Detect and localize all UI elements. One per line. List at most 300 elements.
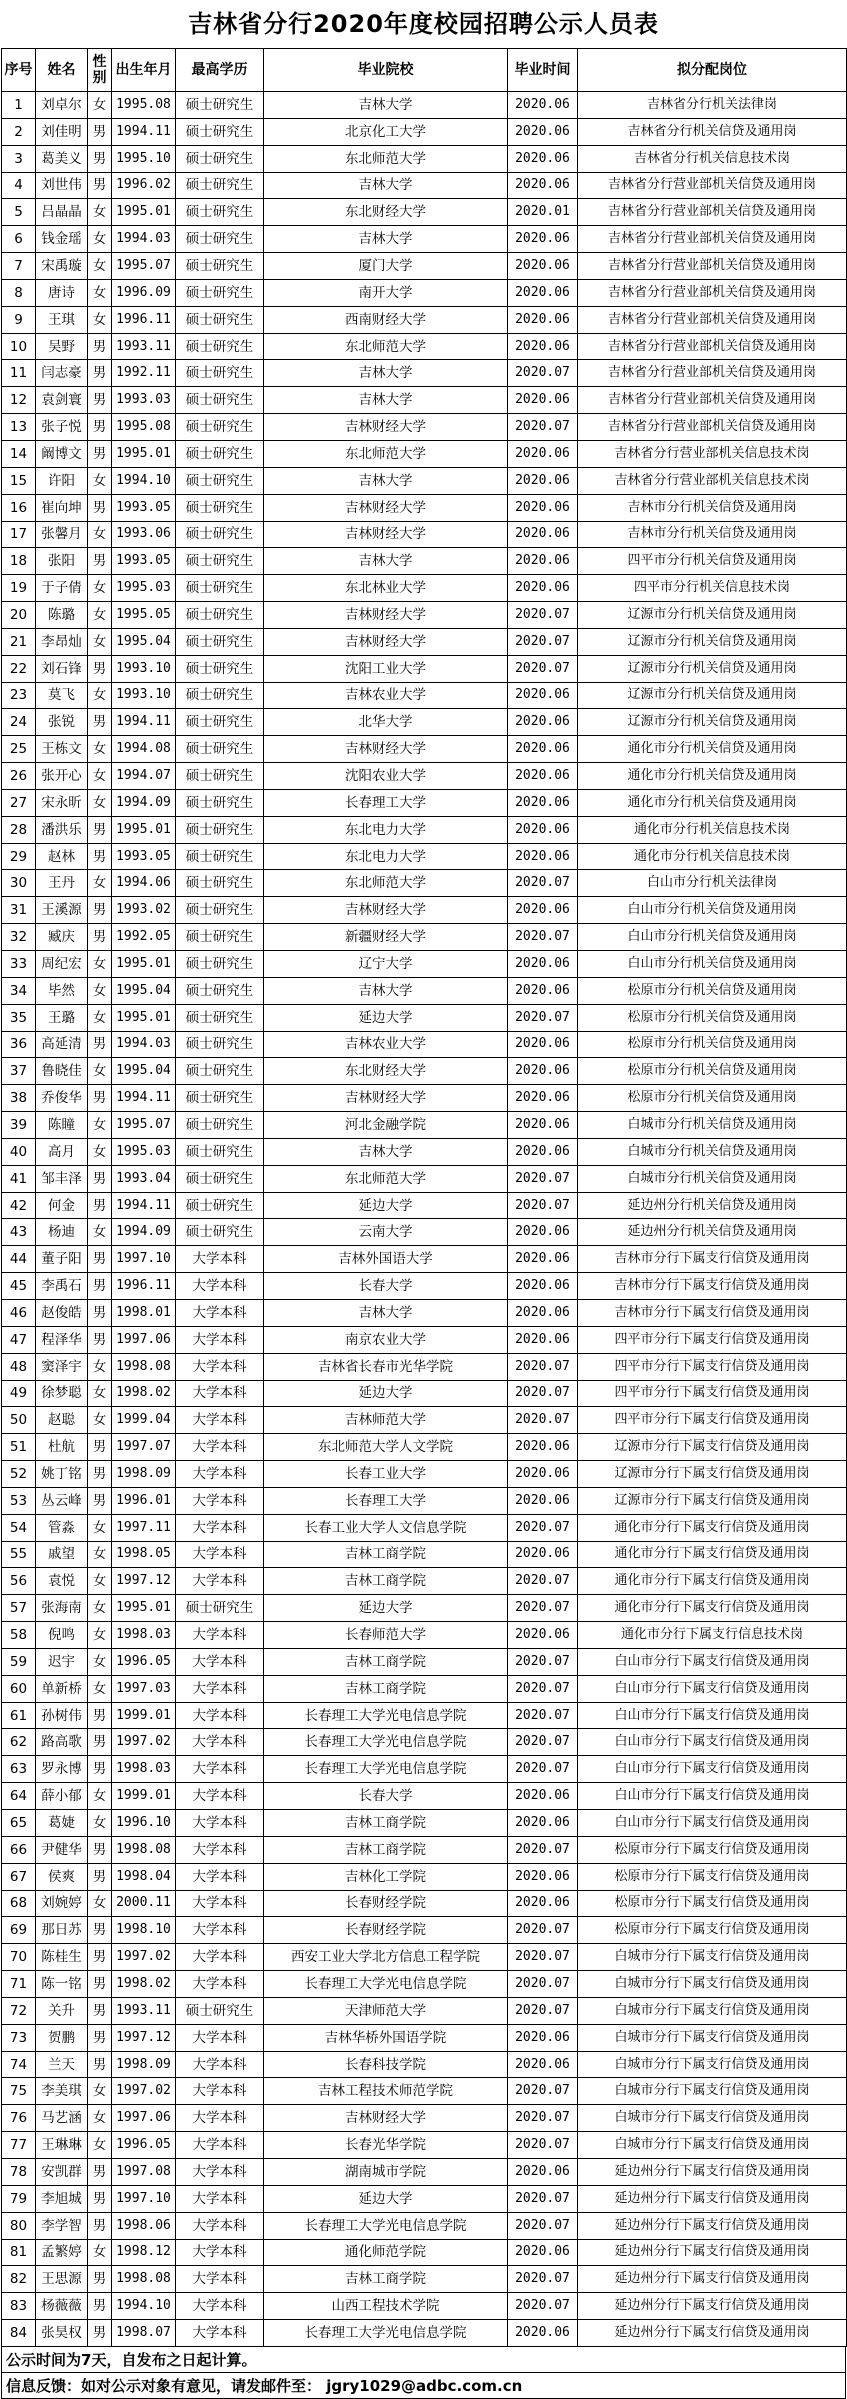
table-header-row [2, 49, 847, 92]
cell-name: 刘佳明 [36, 118, 88, 145]
cell-name: 鲁晓佳 [36, 1058, 88, 1085]
cell-index: 44 [2, 1246, 36, 1273]
table-row [2, 924, 847, 951]
cell-school: 东北师范大学 [264, 440, 508, 467]
cell-birth: 1997.02 [112, 1729, 176, 1756]
cell-position: 辽源市分行机关信贷及通用岗 [578, 655, 847, 682]
cell-school: 长春理工大学光电信息学院 [264, 1971, 508, 1998]
cell-school: 吉林财经大学 [264, 736, 508, 763]
table-row [2, 360, 847, 387]
cell-gender: 男 [88, 145, 112, 172]
cell-index: 1 [2, 92, 36, 119]
cell-gender: 男 [88, 709, 112, 736]
table-row [2, 1165, 847, 1192]
cell-position: 松原市分行机关信贷及通用岗 [578, 977, 847, 1004]
cell-name: 安凯群 [36, 2158, 88, 2185]
cell-birth: 1993.03 [112, 387, 176, 414]
table-row [2, 1568, 847, 1595]
cell-name: 侯爽 [36, 1863, 88, 1890]
table-row [2, 306, 847, 333]
cell-name: 许阳 [36, 467, 88, 494]
cell-position: 吉林省分行营业部机关信贷及通用岗 [578, 253, 847, 280]
cell-index: 62 [2, 1729, 36, 1756]
table-row [2, 172, 847, 199]
cell-index: 12 [2, 387, 36, 414]
cell-name: 张海南 [36, 1595, 88, 1622]
cell-gender: 男 [88, 440, 112, 467]
cell-index: 41 [2, 1165, 36, 1192]
cell-index: 78 [2, 2158, 36, 2185]
cell-position: 吉林市分行下属支行信贷及通用岗 [578, 1246, 847, 1273]
cell-grad-date: 2020.07 [508, 924, 578, 951]
cell-degree: 硕士研究生 [176, 172, 264, 199]
cell-index: 50 [2, 1407, 36, 1434]
cell-degree: 硕士研究生 [176, 763, 264, 790]
cell-grad-date: 2020.06 [508, 1273, 578, 1300]
cell-position: 延边州分行下属支行信贷及通用岗 [578, 2266, 847, 2293]
cell-gender: 男 [88, 1299, 112, 1326]
cell-index: 31 [2, 897, 36, 924]
cell-birth: 1998.08 [112, 2266, 176, 2293]
table-row [2, 521, 847, 548]
cell-gender: 男 [88, 1165, 112, 1192]
cell-name: 葛婕 [36, 1810, 88, 1837]
cell-degree: 硕士研究生 [176, 628, 264, 655]
cell-index: 68 [2, 1890, 36, 1917]
cell-birth: 1998.09 [112, 1461, 176, 1488]
cell-school: 长春工业大学人文信息学院 [264, 1514, 508, 1541]
cell-grad-date: 2020.06 [508, 789, 578, 816]
cell-name: 兰天 [36, 2051, 88, 2078]
cell-grad-date: 2020.07 [508, 1756, 578, 1783]
cell-index: 71 [2, 1971, 36, 1998]
table-row [2, 333, 847, 360]
cell-school: 东北财经大学 [264, 1058, 508, 1085]
cell-grad-date: 2020.07 [508, 1971, 578, 1998]
cell-gender: 女 [88, 2239, 112, 2266]
table-row [2, 1353, 847, 1380]
cell-grad-date: 2020.07 [508, 602, 578, 629]
cell-degree: 硕士研究生 [176, 816, 264, 843]
cell-position: 白城市分行机关信贷及通用岗 [578, 1112, 847, 1139]
cell-name: 陈桂生 [36, 1944, 88, 1971]
cell-index: 77 [2, 2132, 36, 2159]
cell-grad-date: 2020.07 [508, 1944, 578, 1971]
cell-position: 吉林市分行下属支行信贷及通用岗 [578, 1299, 847, 1326]
cell-grad-date: 2020.07 [508, 2293, 578, 2320]
cell-gender: 男 [88, 1273, 112, 1300]
cell-index: 20 [2, 602, 36, 629]
cell-birth: 1995.01 [112, 1595, 176, 1622]
cell-gender: 女 [88, 763, 112, 790]
cell-name: 王丹 [36, 870, 88, 897]
cell-gender: 女 [88, 279, 112, 306]
cell-school: 吉林大学 [264, 467, 508, 494]
cell-birth: 1995.04 [112, 628, 176, 655]
table-row [2, 1407, 847, 1434]
cell-index: 83 [2, 2293, 36, 2320]
cell-position: 白城市分行下属支行信贷及通用岗 [578, 1944, 847, 1971]
cell-degree: 大学本科 [176, 2024, 264, 2051]
cell-name: 贺鹏 [36, 2024, 88, 2051]
cell-gender: 男 [88, 1702, 112, 1729]
cell-name: 张昊权 [36, 2320, 88, 2347]
cell-gender: 男 [88, 118, 112, 145]
cell-degree: 大学本科 [176, 1836, 264, 1863]
cell-degree: 硕士研究生 [176, 602, 264, 629]
table-body [2, 92, 847, 2347]
cell-degree: 大学本科 [176, 1863, 264, 1890]
cell-index: 46 [2, 1299, 36, 1326]
cell-name: 徐梦聪 [36, 1380, 88, 1407]
cell-position: 松原市分行下属支行信贷及通用岗 [578, 1890, 847, 1917]
cell-position: 白城市分行下属支行信贷及通用岗 [578, 2105, 847, 2132]
cell-school: 西安工业大学北方信息工程学院 [264, 1944, 508, 1971]
cell-grad-date: 2020.07 [508, 414, 578, 441]
cell-degree: 硕士研究生 [176, 709, 264, 736]
cell-degree: 大学本科 [176, 2293, 264, 2320]
cell-grad-date: 2020.06 [508, 92, 578, 119]
cell-birth: 1997.06 [112, 1326, 176, 1353]
cell-position: 白山市分行机关法律岗 [578, 870, 847, 897]
cell-school: 长春大学 [264, 1273, 508, 1300]
cell-school: 长春理工大学 [264, 1487, 508, 1514]
cell-gender: 女 [88, 1675, 112, 1702]
table-row [2, 2266, 847, 2293]
cell-name: 刘石锋 [36, 655, 88, 682]
cell-school: 吉林大学 [264, 360, 508, 387]
cell-birth: 1998.08 [112, 1836, 176, 1863]
cell-name: 钱金瑶 [36, 226, 88, 253]
cell-school: 南京农业大学 [264, 1326, 508, 1353]
cell-birth: 1996.10 [112, 1810, 176, 1837]
cell-birth: 1998.04 [112, 1863, 176, 1890]
cell-index: 53 [2, 1487, 36, 1514]
cell-index: 11 [2, 360, 36, 387]
cell-birth: 1995.07 [112, 1112, 176, 1139]
cell-position: 通化市分行机关信贷及通用岗 [578, 736, 847, 763]
cell-degree: 大学本科 [176, 1917, 264, 1944]
cell-grad-date: 2020.07 [508, 2078, 578, 2105]
cell-name: 王溪源 [36, 897, 88, 924]
cell-degree: 硕士研究生 [176, 226, 264, 253]
cell-name: 薛小郁 [36, 1783, 88, 1810]
cell-index: 42 [2, 1192, 36, 1219]
cell-birth: 1994.11 [112, 709, 176, 736]
cell-school: 长春财经学院 [264, 1890, 508, 1917]
cell-index: 76 [2, 2105, 36, 2132]
cell-gender: 女 [88, 1783, 112, 1810]
cell-school: 东北师范大学 [264, 333, 508, 360]
cell-degree: 大学本科 [176, 1353, 264, 1380]
cell-birth: 1994.09 [112, 1219, 176, 1246]
cell-index: 80 [2, 2212, 36, 2239]
cell-index: 23 [2, 682, 36, 709]
table-row [2, 1756, 847, 1783]
table-row [2, 897, 847, 924]
cell-school: 东北师范大学人文学院 [264, 1434, 508, 1461]
cell-index: 6 [2, 226, 36, 253]
table-row [2, 2185, 847, 2212]
cell-degree: 硕士研究生 [176, 279, 264, 306]
cell-school: 长春理工大学光电信息学院 [264, 2212, 508, 2239]
cell-index: 25 [2, 736, 36, 763]
cell-position: 辽源市分行机关信贷及通用岗 [578, 682, 847, 709]
cell-index: 18 [2, 548, 36, 575]
cell-grad-date: 2020.06 [508, 1299, 578, 1326]
cell-position: 吉林省分行营业部机关信贷及通用岗 [578, 333, 847, 360]
cell-birth: 1997.10 [112, 1246, 176, 1273]
cell-grad-date: 2020.06 [508, 2051, 578, 2078]
cell-degree: 硕士研究生 [176, 360, 264, 387]
cell-gender: 女 [88, 628, 112, 655]
cell-gender: 男 [88, 2320, 112, 2347]
cell-grad-date: 2020.07 [508, 1165, 578, 1192]
cell-name: 刘世伟 [36, 172, 88, 199]
cell-grad-date: 2020.07 [508, 1407, 578, 1434]
cell-grad-date: 2020.07 [508, 1836, 578, 1863]
cell-degree: 大学本科 [176, 1622, 264, 1649]
table-row [2, 1192, 847, 1219]
cell-degree: 硕士研究生 [176, 333, 264, 360]
cell-position: 吉林省分行营业部机关信贷及通用岗 [578, 360, 847, 387]
cell-name: 周纪宏 [36, 951, 88, 978]
cell-name: 何金 [36, 1192, 88, 1219]
cell-name: 倪鸣 [36, 1622, 88, 1649]
cell-grad-date: 2020.07 [508, 1675, 578, 1702]
cell-grad-date: 2020.06 [508, 575, 578, 602]
table-row [2, 440, 847, 467]
table-row [2, 1434, 847, 1461]
cell-position: 四平市分行下属支行信贷及通用岗 [578, 1326, 847, 1353]
cell-school: 吉林师范大学 [264, 1407, 508, 1434]
cell-school: 长春理工大学光电信息学院 [264, 1756, 508, 1783]
cell-birth: 1993.06 [112, 521, 176, 548]
cell-birth: 1997.03 [112, 1675, 176, 1702]
cell-name: 赵聪 [36, 1407, 88, 1434]
cell-gender: 男 [88, 2293, 112, 2320]
cell-degree: 硕士研究生 [176, 1219, 264, 1246]
cell-index: 65 [2, 1810, 36, 1837]
cell-index: 82 [2, 2266, 36, 2293]
notice-period: 公示时间为7天，自发布之日起计算。 [1, 2347, 846, 2373]
cell-position: 辽源市分行下属支行信贷及通用岗 [578, 1434, 847, 1461]
cell-position: 通化市分行机关信贷及通用岗 [578, 789, 847, 816]
cell-index: 13 [2, 414, 36, 441]
cell-position: 松原市分行机关信贷及通用岗 [578, 1004, 847, 1031]
cell-grad-date: 2020.06 [508, 1031, 578, 1058]
cell-position: 白城市分行下属支行信贷及通用岗 [578, 1997, 847, 2024]
cell-name: 宋永昕 [36, 789, 88, 816]
cell-name: 孟繁婷 [36, 2239, 88, 2266]
cell-index: 67 [2, 1863, 36, 1890]
cell-gender: 女 [88, 1112, 112, 1139]
cell-birth: 1993.11 [112, 333, 176, 360]
cell-position: 吉林省分行营业部机关信贷及通用岗 [578, 172, 847, 199]
cell-birth: 1994.10 [112, 2293, 176, 2320]
cell-gender: 女 [88, 736, 112, 763]
cell-index: 9 [2, 306, 36, 333]
cell-index: 38 [2, 1085, 36, 1112]
cell-degree: 大学本科 [176, 1273, 264, 1300]
cell-birth: 1994.09 [112, 789, 176, 816]
table-row [2, 816, 847, 843]
cell-gender: 男 [88, 548, 112, 575]
cell-gender: 男 [88, 1863, 112, 1890]
cell-grad-date: 2020.06 [508, 1541, 578, 1568]
cell-degree: 硕士研究生 [176, 494, 264, 521]
cell-gender: 女 [88, 1810, 112, 1837]
cell-gender: 男 [88, 333, 112, 360]
cell-index: 59 [2, 1648, 36, 1675]
cell-grad-date: 2020.07 [508, 2105, 578, 2132]
cell-name: 马艺涵 [36, 2105, 88, 2132]
cell-degree: 大学本科 [176, 2078, 264, 2105]
cell-grad-date: 2020.06 [508, 951, 578, 978]
cell-school: 吉林工商学院 [264, 1810, 508, 1837]
cell-grad-date: 2020.06 [508, 1622, 578, 1649]
table-row [2, 387, 847, 414]
cell-degree: 硕士研究生 [176, 951, 264, 978]
cell-name: 孙树伟 [36, 1702, 88, 1729]
cell-school: 吉林大学 [264, 92, 508, 119]
cell-gender: 男 [88, 1997, 112, 2024]
cell-degree: 大学本科 [176, 2320, 264, 2347]
table-row [2, 226, 847, 253]
cell-school: 东北电力大学 [264, 843, 508, 870]
cell-gender: 男 [88, 1756, 112, 1783]
cell-grad-date: 2020.06 [508, 897, 578, 924]
cell-position: 延边州分行下属支行信贷及通用岗 [578, 2158, 847, 2185]
cell-grad-date: 2020.07 [508, 1380, 578, 1407]
cell-grad-date: 2020.06 [508, 1434, 578, 1461]
cell-gender: 女 [88, 1568, 112, 1595]
cell-school: 西南财经大学 [264, 306, 508, 333]
cell-degree: 硕士研究生 [176, 1031, 264, 1058]
cell-gender: 男 [88, 360, 112, 387]
cell-degree: 硕士研究生 [176, 1138, 264, 1165]
table-row [2, 253, 847, 280]
table-row [2, 1648, 847, 1675]
cell-grad-date: 2020.07 [508, 655, 578, 682]
cell-grad-date: 2020.07 [508, 628, 578, 655]
cell-gender: 女 [88, 253, 112, 280]
cell-degree: 硕士研究生 [176, 1058, 264, 1085]
cell-grad-date: 2020.06 [508, 1058, 578, 1085]
cell-gender: 女 [88, 602, 112, 629]
cell-gender: 女 [88, 2132, 112, 2159]
cell-birth: 1995.08 [112, 92, 176, 119]
cell-school: 北京化工大学 [264, 118, 508, 145]
cell-school: 吉林财经大学 [264, 628, 508, 655]
cell-gender: 女 [88, 951, 112, 978]
cell-index: 70 [2, 1944, 36, 1971]
cell-grad-date: 2020.07 [508, 2212, 578, 2239]
cell-grad-date: 2020.06 [508, 1326, 578, 1353]
cell-position: 通化市分行机关信贷及通用岗 [578, 763, 847, 790]
cell-index: 47 [2, 1326, 36, 1353]
cell-index: 73 [2, 2024, 36, 2051]
cell-gender: 女 [88, 789, 112, 816]
cell-grad-date: 2020.06 [508, 736, 578, 763]
table-row [2, 467, 847, 494]
cell-index: 7 [2, 253, 36, 280]
cell-school: 吉林工商学院 [264, 1568, 508, 1595]
table-row [2, 1595, 847, 1622]
table-row [2, 655, 847, 682]
cell-position: 白城市分行下属支行信贷及通用岗 [578, 2132, 847, 2159]
cell-index: 56 [2, 1568, 36, 1595]
cell-degree: 硕士研究生 [176, 924, 264, 951]
cell-position: 四平市分行机关信贷及通用岗 [578, 548, 847, 575]
cell-name: 葛美义 [36, 145, 88, 172]
cell-name: 李旭城 [36, 2185, 88, 2212]
table-row [2, 602, 847, 629]
cell-grad-date: 2020.07 [508, 360, 578, 387]
cell-position: 吉林省分行营业部机关信贷及通用岗 [578, 387, 847, 414]
cell-name: 乔俊华 [36, 1085, 88, 1112]
cell-name: 张子悦 [36, 414, 88, 441]
cell-degree: 大学本科 [176, 1783, 264, 1810]
cell-degree: 硕士研究生 [176, 655, 264, 682]
cell-degree: 硕士研究生 [176, 521, 264, 548]
cell-position: 白山市分行下属支行信贷及通用岗 [578, 1675, 847, 1702]
cell-grad-date: 2020.06 [508, 2024, 578, 2051]
cell-index: 26 [2, 763, 36, 790]
col-header-name: 姓名 [36, 49, 88, 92]
table-row [2, 414, 847, 441]
cell-gender: 男 [88, 1246, 112, 1273]
cell-index: 36 [2, 1031, 36, 1058]
table-row [2, 2132, 847, 2159]
cell-school: 长春大学 [264, 1783, 508, 1810]
cell-gender: 男 [88, 897, 112, 924]
table-row [2, 1944, 847, 1971]
cell-name: 高月 [36, 1138, 88, 1165]
cell-gender: 男 [88, 1944, 112, 1971]
cell-degree: 大学本科 [176, 2158, 264, 2185]
cell-birth: 1994.08 [112, 736, 176, 763]
cell-gender: 男 [88, 1192, 112, 1219]
cell-gender: 女 [88, 1004, 112, 1031]
cell-name: 姚丁铭 [36, 1461, 88, 1488]
cell-gender: 女 [88, 199, 112, 226]
cell-degree: 硕士研究生 [176, 548, 264, 575]
cell-position: 吉林市分行机关信贷及通用岗 [578, 521, 847, 548]
cell-index: 15 [2, 467, 36, 494]
cell-birth: 1993.05 [112, 843, 176, 870]
cell-grad-date: 2020.07 [508, 1917, 578, 1944]
cell-index: 24 [2, 709, 36, 736]
cell-birth: 1997.12 [112, 2024, 176, 2051]
table-row [2, 1971, 847, 1998]
cell-grad-date: 2020.06 [508, 467, 578, 494]
cell-school: 东北电力大学 [264, 816, 508, 843]
cell-position: 松原市分行机关信贷及通用岗 [578, 1031, 847, 1058]
cell-degree: 大学本科 [176, 2266, 264, 2293]
cell-name: 李学智 [36, 2212, 88, 2239]
cell-school: 河北金融学院 [264, 1112, 508, 1139]
cell-birth: 1994.10 [112, 467, 176, 494]
cell-grad-date: 2020.06 [508, 2239, 578, 2266]
cell-degree: 大学本科 [176, 1568, 264, 1595]
cell-position: 白山市分行下属支行信贷及通用岗 [578, 1702, 847, 1729]
col-header-grad-date: 毕业时间 [508, 49, 578, 92]
cell-position: 白山市分行下属支行信贷及通用岗 [578, 1648, 847, 1675]
cell-grad-date: 2020.06 [508, 1487, 578, 1514]
cell-index: 19 [2, 575, 36, 602]
cell-birth: 1993.10 [112, 682, 176, 709]
